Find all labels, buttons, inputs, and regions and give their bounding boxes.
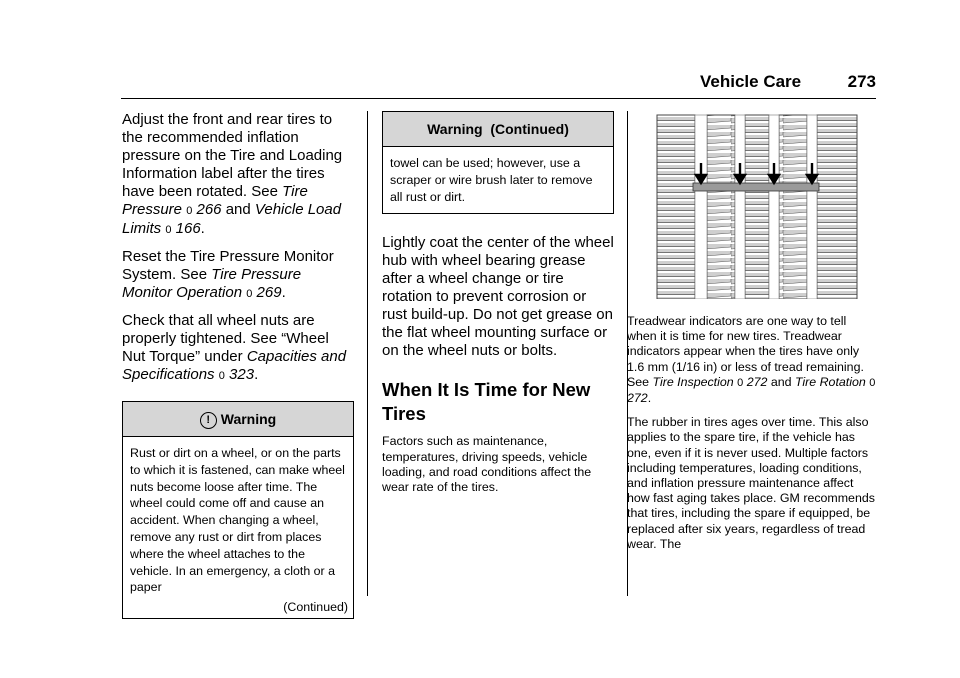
warning-body: towel can be used; however, use a scraper or wire brush later to remove all rust or dirt. [390,156,593,204]
warning-box-continued [382,111,614,214]
warning-title-bar [123,402,353,437]
link-page-272[interactable]: 272 [746,374,768,389]
section-title: Vehicle Care [700,72,802,91]
link-page-272b[interactable]: 272 [627,391,648,406]
page-number: 273 [847,72,876,91]
link-capacities-specs[interactable]: Capacities and Specifications [122,348,347,383]
column-3 [627,111,877,561]
link-vehicle-load-limits[interactable]: Vehicle Load Limits [122,201,342,237]
warning-continued: (Continued) [283,600,348,615]
warning-title-bar: Warning (Continued) [383,112,613,147]
paragraph-treadwear-indicators: Treadwear indicators are one way to tell when it is time for new tires. Treadwear indicators appear when the tires have only 1.6 mm (1/16 in) or less of tread remaining. See Tire Inspection 0 272 and Tire Rotation 0 272. [627,314,876,406]
paragraph-hub-grease: Lightly coat the center of the wheel hub with wheel bearing grease after a wheel change or tire rotation to prevent corrosion or rust build-up. Do not get grease on the flat wheel mounting surface or on the wheel nuts or bolts. [382,234,614,360]
link-page-269[interactable]: 269 [256,284,282,301]
column-2 [382,111,614,504]
warning-title: Warning [220,411,277,427]
page-ref-icon: 0 [165,224,172,236]
header-rule [121,98,876,99]
warning-box [122,401,354,619]
paragraph-reset-tpms: Reset the Tire Pressure Monitor System. See Tire Pressure Monitor Operation 0 269. [122,248,334,301]
link-page-266[interactable]: 266 [196,201,222,218]
page-ref-icon: 0 [218,370,225,382]
paragraph-check-nuts: Check that all wheel nuts are properly tightened. See “Wheel Nut Torque” under Capacities and Specifications 0 323. [122,312,347,383]
column-divider-1 [367,111,368,596]
link-tire-pressure[interactable]: Tire Pressure [122,183,308,218]
warning-body: Rust or dirt on a wheel, or on the parts to which it is fastened, can make wheel nuts become loose after time. The wheel could come off and cause an accident. When changing a wheel, remove any rust or dirt from places where the wheel attaches to the vehicle. In an emergency, a cloth or a paper [130,446,345,595]
section-heading: When It Is Time for New Tires [382,379,591,425]
paragraph-wear-factors: Factors such as maintenance, temperatures, driving speeds, vehicle loading, and road conditions affect the wear rate of the tires. [382,434,592,494]
warning-circle-icon: ! [200,412,217,429]
link-tpms-operation[interactable]: Tire Pressure Monitor Operation [122,266,302,301]
link-page-323[interactable]: 323 [229,366,255,383]
link-tire-rotation[interactable]: Tire Rotation [794,374,866,389]
treadwear-indicator-illustration [627,111,859,299]
page-ref-icon: 0 [186,205,193,217]
page-ref-icon: 0 [869,376,876,389]
link-tire-inspection[interactable]: Tire Inspection [652,374,734,389]
page-ref-icon: 0 [737,376,744,389]
page-header [700,72,876,96]
paragraph-rotate-adjust: Adjust the front and rear tires to the recommended inflation pressure on the Tire and Loading Information label after the tires have been rotated. See Tire Pressure 0 266 and Vehicle Load Limits 0 166. [122,111,343,237]
column-1 [122,111,354,619]
link-page-166[interactable]: 166 [175,220,201,237]
paragraph-tire-aging: The rubber in tires ages over time. This also applies to the spare tire, if the vehicle has one, even if it is never used. Multiple factors including temperatures, loading conditions, and inflation pressure maintenance affect how fast aging takes place. GM recommends that tires, including the spare if equipped, be replaced after six years, regardless of tread wear. The [627,415,875,551]
page-ref-icon: 0 [246,288,253,300]
